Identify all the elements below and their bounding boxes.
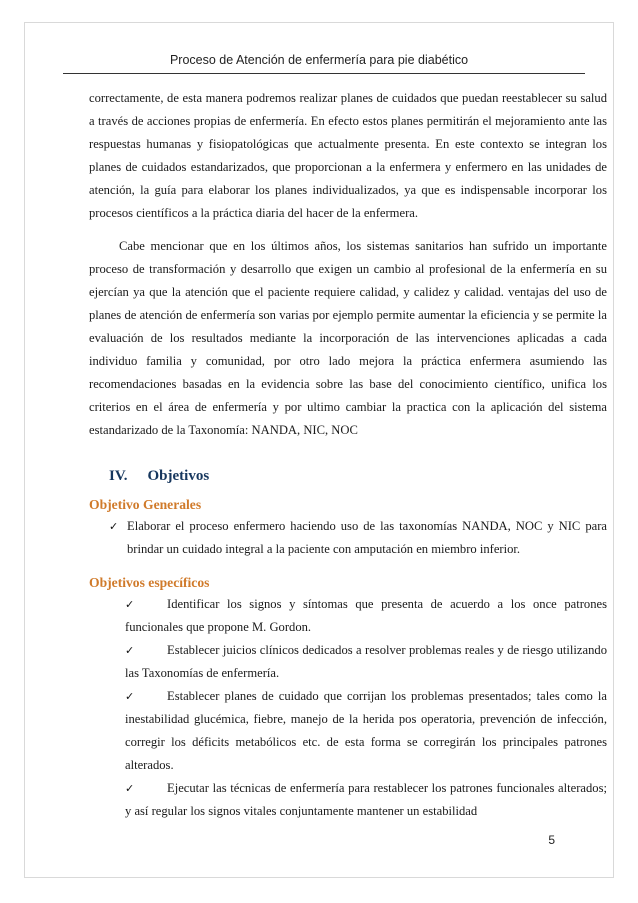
checkmark-icon: ✓ [125,782,135,795]
list-item-text: Elaborar el proceso enfermero haciendo uso de las taxonomías NANDA, NOC y NIC para brindar un cuidado integral a la paciente con amputación en miembro inferior. [127,519,607,556]
checkmark-icon: ✓ [125,598,135,611]
list-item [125,777,607,823]
list-item-text: Establecer juicios clínicos dedicados a resolver problemas reales y de riesgo utilizando las Taxonomías de enfermería. [125,643,607,680]
list-item [109,515,607,561]
checkmark-icon: ✓ [125,690,135,703]
list-item-text: Identificar los signos y síntomas que presenta de acuerdo a los once patrones funcionales que propone M. Gordon. [125,597,607,634]
section-number: IV. [109,468,128,484]
list-item [125,593,607,639]
list-item-text: Establecer planes de cuidado que corrijan los problemas presentados; tales como la inestabilidad glucémica, fiebre, manejo de la herida pos operatoria, prevención de infección, corregir los déficits metabólicos etc. de esta forma se corregirán los principales patrones alterados. [125,689,607,772]
paragraph-1: correctamente, de esta manera podremos realizar planes de cuidados que puedan reestablecer su salud a través de acciones propias de enfermería. En efecto estos planes permitirán el mejoramiento ante las respuestas humanas y fisiopatológicas que actualmente presenta. En este contexto se integran los planes de cuidados estandarizados, que proporcionan a la enfermera y enfermero en las unidades de atención, la guía para elaborar los planes individualizados, ya que es indispensable incorporar los procesos científicos a la práctica diaria del hacer de la enfermera. [89,91,607,220]
section-title: Objetivos [147,468,210,484]
page-number: 5 [548,833,555,847]
general-objective-list [109,515,607,561]
list-item-text: Ejecutar las técnicas de enfermería para restablecer los patrones funcionales alterados; y así regular los signos vitales conjuntamente mantener un estabilidad [125,781,607,818]
document-body [89,87,607,823]
list-item [125,639,607,685]
checkmark-icon: ✓ [109,520,119,533]
paragraph-2: Cabe mencionar que en los últimos años, los sistemas sanitarios han sufrido un importante proceso de transformación y desarrollo que exigen un cambio al profesional de la enfermería en su ejercían ya que la atención que el paciente requiere calidad, y calidez y calidad. ventajas del uso de planes de atención de enfermería son varias por ejemplo permite aumentar la eficiencia y se permite la evaluación de los resultados mediante la incorporación de las intervenciones aplicadas a cada individuo familia y comunidad, por otro lado mejora la práctica enfermera asumiendo las recomendaciones basadas en la evidencia sobre las base del conocimiento científico, unifica los criterios en el área de enfermería y por ultimo cambiar la practica con la aplicación del sistema estandarizado de la Taxonomía: NANDA, NIC, NOC [89,239,607,437]
checkmark-icon: ✓ [125,644,135,657]
specific-objectives-list [125,593,607,823]
page-header: Proceso de Atención de enfermería para pie diabético [169,53,469,67]
general-objective-heading: Objetivo Generales [89,497,202,512]
header-rule [63,73,585,74]
section-heading [109,468,607,485]
page-frame [24,22,614,878]
list-item [125,685,607,777]
specific-objectives-heading: Objetivos específicos [89,575,210,590]
